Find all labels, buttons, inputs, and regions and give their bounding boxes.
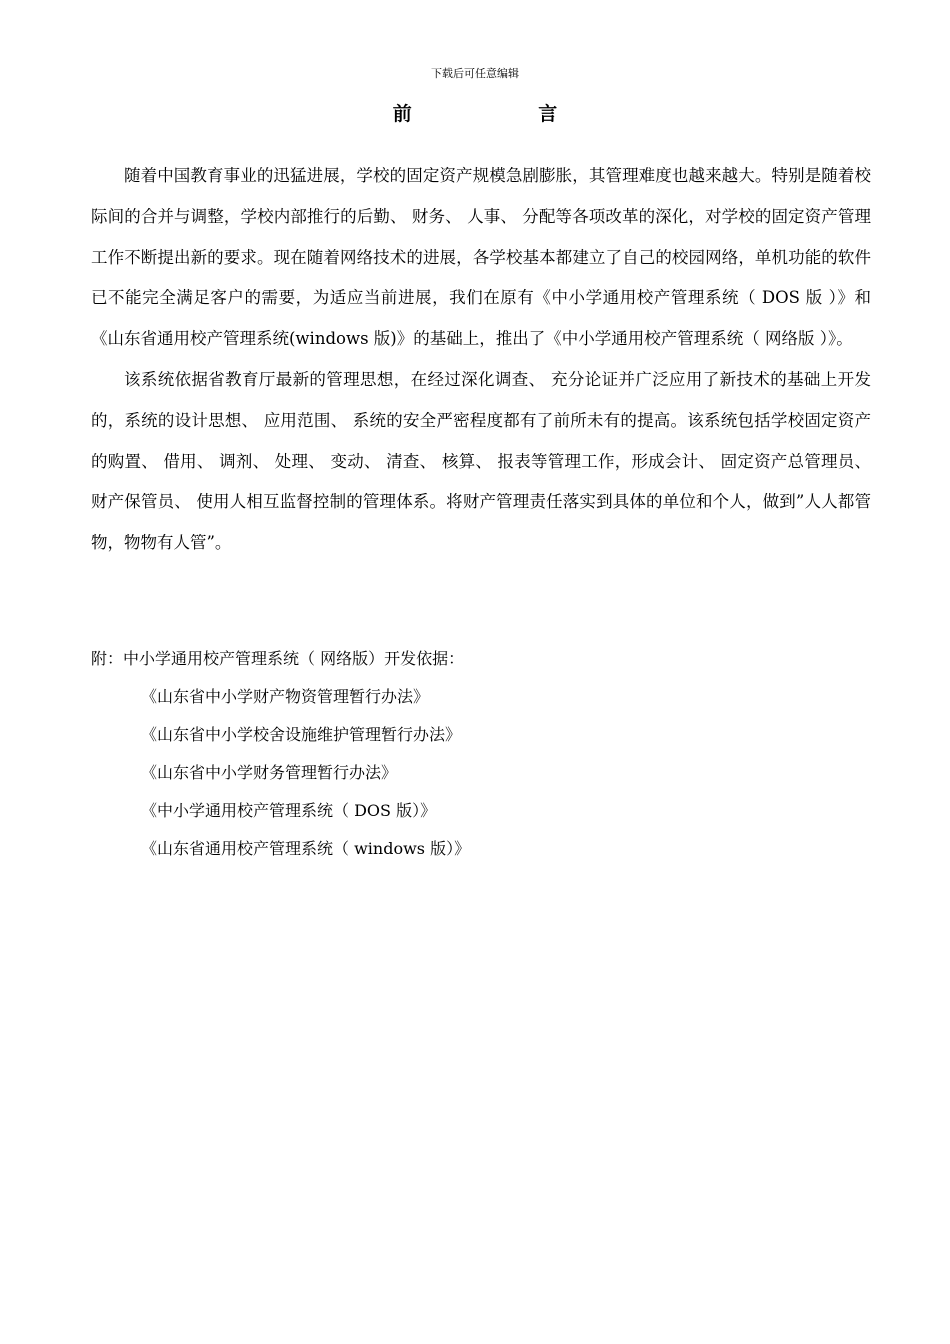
- paragraph-1: 随着中国教育事业的迅猛进展，学校的固定资产规模急剧膨胀，其管理难度也越来越大。特别是随着校际间的合并与调整，学校内部推行的后勤、 财务、 人事、 分配等各项改革的深化，对学校的固定资产管理工作不断提出新的要求。现在随着网络技术的进展，各学校基本都建立了自己的校园网络，单机功能的软件已不能完全满足客户的需要，为适应当前进展，我们在原有《中小学通用校产管理系统（ DOS 版 ）》和《山东省通用校产管理系统(windows 版)》的基础上，推出了《中小学通用校产管理系统（ 网络版 ）》。: [91, 166, 871, 349]
- appendix-item: 《山东省中小学财产物资管理暂行办法》: [141, 687, 430, 706]
- page-title: 前 言: [392, 103, 618, 125]
- appendix-item: 《山东省中小学校舍设施维护管理暂行办法》: [141, 725, 462, 744]
- appendix-title: 附：中小学通用校产管理系统（ 网络版）开发依据：: [91, 649, 465, 668]
- appendix-item: 《山东省通用校产管理系统（ windows 版）》: [141, 839, 471, 858]
- appendix-item: 《中小学通用校产管理系统（ DOS 版）》: [141, 801, 437, 820]
- appendix-item: 《山东省中小学财务管理暂行办法》: [141, 763, 398, 782]
- appendix-section: [91, 640, 871, 868]
- body-text: [91, 156, 871, 564]
- appendix-list: [91, 678, 871, 868]
- header-note: 下载后可任意编辑: [431, 67, 519, 80]
- paragraph-2: 该系统依据省教育厅最新的管理思想，在经过深化调查、 充分论证并广泛应用了新技术的基础上开发的，系统的设计思想、 应用范围、 系统的安全严密程度都有了前所未有的提高。该系统包括学校固定资产的购置、 借用、 调剂、 处理、 变动、 清查、 核算、 报表等管理工作，形成会计、 固定资产总管理员、 财产保管员、 使用人相互监督控制的管理体系。将财产管理责任落实到具体的单位和个人，做到”人人都管物，物物有人管”。: [91, 369, 871, 553]
